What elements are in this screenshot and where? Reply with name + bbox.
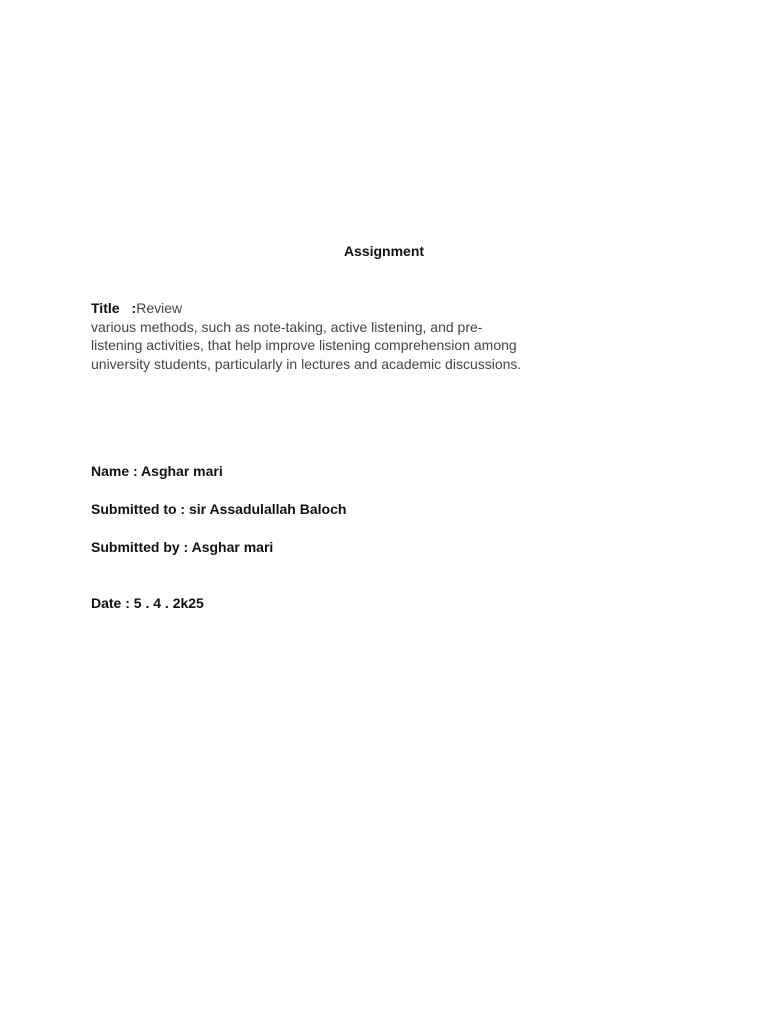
- title-block: [91, 299, 531, 373]
- title-first-word: Review: [136, 300, 183, 316]
- title-body: various methods, such as note-taking, active listening, and pre-listening activities, that help improve listening comprehension among university students, particularly in lectures and academic discussions.: [91, 318, 522, 372]
- name-line: Name : Asghar mari: [91, 463, 223, 479]
- submitted-to-line: Submitted to : sir Assadulallah Baloch: [91, 501, 347, 517]
- date-line: Date : 5 . 4 . 2k25: [91, 595, 204, 611]
- submitted-by-line: Submitted by : Asghar mari: [91, 539, 274, 555]
- document-heading: Assignment: [343, 243, 425, 259]
- title-label: Title: [91, 300, 120, 316]
- title-separator: :: [131, 300, 137, 316]
